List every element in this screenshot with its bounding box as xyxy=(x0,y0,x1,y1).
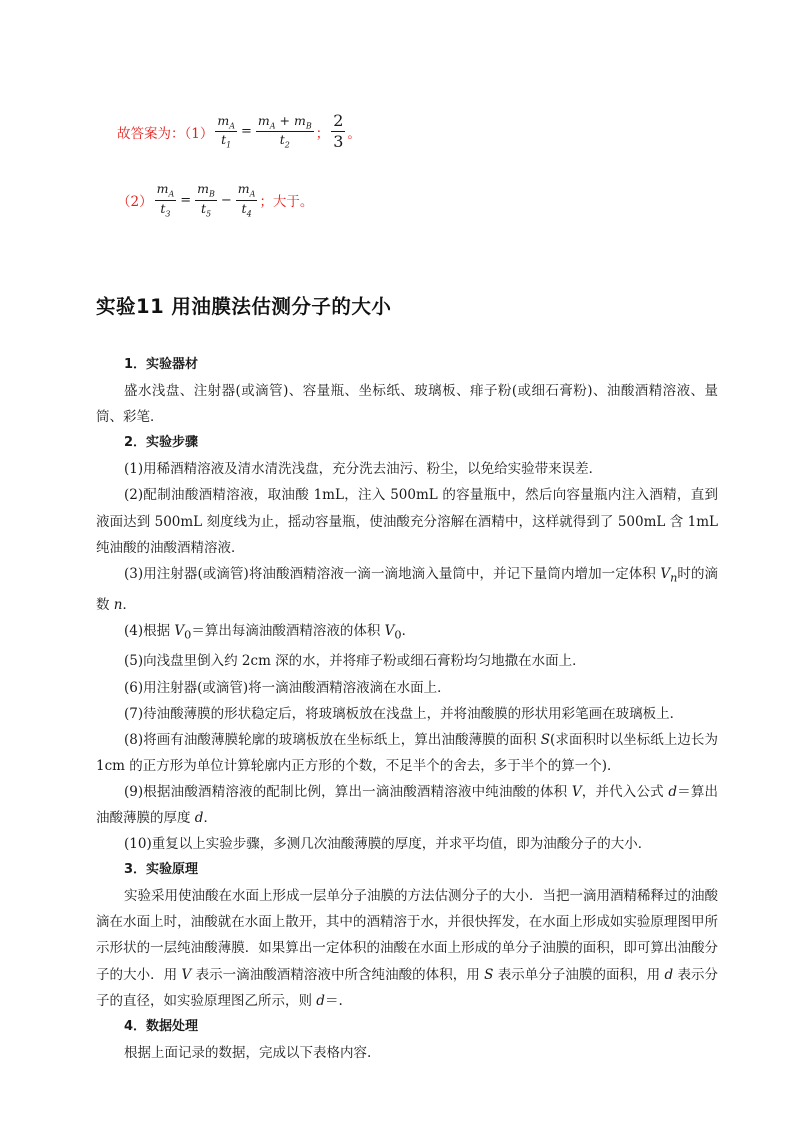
answer-line-1: 故答案为：（1） $\frac{m_A}{t_1}$ = $\frac{m_A + m_B}{t_2}$ ； $\frac{2}{3}$ 。 xyxy=(117,111,361,152)
step-2: (2)配制油酸酒精溶液，取油酸 1mL，注入 500mL 的容量瓶中，然后向容量瓶内注入酒精，直到液面达到 500mL 刻度线为止，摇动容量瓶，使油酸充分溶解在酒精中，这样就得到了 500mL 含 1mL 纯油酸的油酸酒精溶液． xyxy=(96,487,718,556)
fraction-ma-t3: $\frac{m_A}{t_3}$ xyxy=(156,181,175,219)
step-10: (10)重复以上实验步骤，多测几次油酸薄膜的厚度，并求平均值，即为油酸分子的大小． xyxy=(124,836,652,853)
heading-steps: 2．实验步骤 xyxy=(124,435,199,451)
step-7: (7)待油酸薄膜的形状稳定后，将玻璃板放在浅盘上，并将油酸膜的形状用彩笔画在玻璃板上． xyxy=(124,705,684,722)
principle-text: 实验采用使油酸在水面上形成一层单分子油膜的方法估测分子的大小．当把一滴用酒精稀释过的油酸滴在水面上时，油酸就在水面上散开，其中的酒精溶于水，并很快挥发，在水面上形成如实验原理图甲所示形状的一层纯油酸薄膜．如果算出一定体积的油酸在水面上形成的单分子油膜的面积，即可算出油酸分子的大小．用 V 表示一滴油酸酒精溶液中所含纯油酸的体积，用 S 表示单分子油膜的面积，用 d 表示分子的直径，如实验原理图乙所示，则 d＝. xyxy=(96,888,719,1009)
fraction-mb-t5: $\frac{m_B}{t_5}$ xyxy=(197,181,215,219)
equipment-text: 盛水浅盘、注射器(或滴管)、容量瓶、坐标纸、玻璃板、痱子粉(或细石膏粉)、油酸酒精溶液、量筒、彩笔． xyxy=(96,383,718,426)
step-8: (8)将画有油酸薄膜轮廓的玻璃板放在坐标纸上，算出油酸薄膜的面积 S(求面积时以坐标纸上边长为 1cm 的正方形为单位计算轮廓内正方形的个数，不足半个的舍去，多于半个的算一个)． xyxy=(96,731,718,774)
answer-line2-prefix: （2） xyxy=(117,194,153,211)
answer-prefix: 故答案为：（1） xyxy=(117,125,214,142)
document-body xyxy=(96,352,718,1066)
step-4: (4)根据 $V_0=$算出每滴油酸酒精溶液的体积 $V_0$． xyxy=(124,622,416,642)
answer-line2-tail: ；大于。 xyxy=(259,194,314,211)
heading-data: 4．数据处理 xyxy=(124,1018,199,1034)
step-3: (3)用注射器(或滴管)将油酸酒精溶液一滴一滴地滴入量筒中，并记下量筒内增加一定体积 $V_n$时的滴数 n． xyxy=(96,565,719,613)
answer-separator: ； xyxy=(315,125,330,142)
heading-equipment: 1．实验器材 xyxy=(124,357,199,372)
heading-principle: 3．实验原理 xyxy=(124,862,199,878)
experiment-title: 实验11 用油膜法估测分子的大小 xyxy=(96,295,392,318)
step-5: (5)向浅盘里倒入约 2cm 深的水，并将痱子粉或细石膏粉均匀地撒在水面上． xyxy=(124,653,586,670)
fraction-two-thirds: $\frac{2}{3}$ xyxy=(333,111,344,152)
fraction-ma-t4: $\frac{m_A}{t_4}$ xyxy=(237,181,256,219)
data-text: 根据上面记录的数据，完成以下表格内容. xyxy=(124,1044,372,1061)
answer-end: 。 xyxy=(347,125,361,142)
step-1: (1)用稀酒精溶液及清水清洗浅盘，充分洗去油污、粉尘，以免给实验带来误差． xyxy=(124,461,603,478)
fraction-ma-t1: $\frac{m_A}{t_1}$ xyxy=(217,112,235,150)
fraction-ma-plus-mb-t2: $\frac{m_A + m_B}{t_2}$ xyxy=(257,112,312,150)
step-6: (6)用注射器(或滴管)将一滴油酸酒精溶液滴在水面上． xyxy=(124,679,451,696)
answer-line-2: （2） $\frac{m_A}{t_3}$ = $\frac{m_B}{t_5}$ − $\frac{m_A}{t_4}$ ；大于。 xyxy=(117,181,314,219)
step-9: (9)根据油酸酒精溶液的配制比例，算出一滴油酸酒精溶液中纯油酸的体积 V，并代入公式 d＝算出油酸薄膜的厚度 d． xyxy=(96,783,719,826)
